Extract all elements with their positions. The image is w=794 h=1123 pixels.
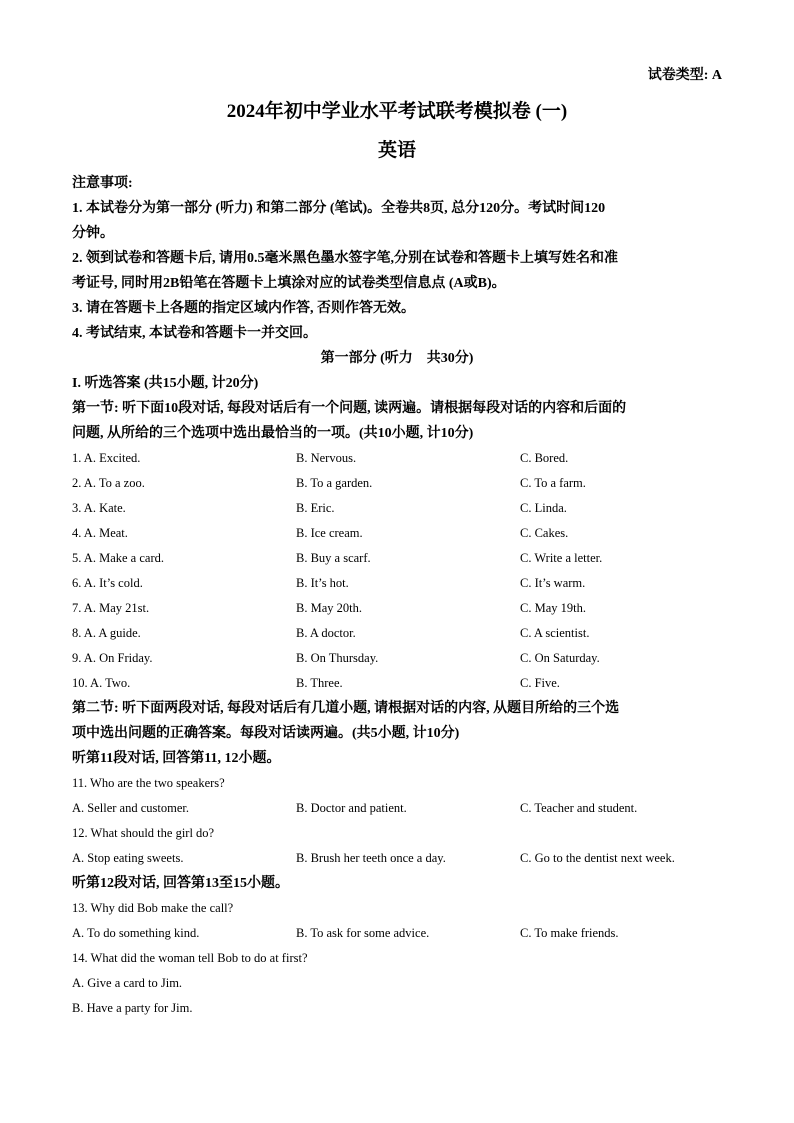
option-b: B. On Thursday. xyxy=(296,651,379,665)
option-a: A. Give a card to Jim. xyxy=(72,976,183,990)
option-b: B. Have a party for Jim. xyxy=(72,1001,193,1015)
section-heading: I. 听选答案 (共15小题, 计20分) xyxy=(72,376,259,391)
option-a: 9. A. On Friday. xyxy=(72,651,153,665)
section1-instruction: 第一节: 听下面10段对话, 每段对话后有一个问题, 读两遍。请根据每段对话的内容和后面的 xyxy=(72,401,627,416)
option-a: A. To do something kind. xyxy=(72,926,200,940)
option-b: B. To ask for some advice. xyxy=(296,926,430,940)
note-line: 分钟。 xyxy=(72,226,114,241)
option-a: 10. A. Two. xyxy=(72,676,131,690)
question-row xyxy=(72,846,722,871)
option-a: 8. A. A guide. xyxy=(72,626,141,640)
dialog-intro: 听第11段对话, 回答第11, 12小题。 xyxy=(72,751,281,766)
question-row xyxy=(72,646,722,671)
option-c: C. It’s warm. xyxy=(520,576,586,590)
question-row xyxy=(72,671,722,696)
option-a: 6. A. It’s cold. xyxy=(72,576,143,590)
option-c: C. A scientist. xyxy=(520,626,590,640)
question-row xyxy=(72,921,722,946)
note-line: 1. 本试卷分为第一部分 (听力) 和第二部分 (笔试)。全卷共8页, 总分120分。考试时间120 xyxy=(72,201,606,216)
option-a: 7. A. May 21st. xyxy=(72,601,150,615)
question-row xyxy=(72,496,722,521)
question-row xyxy=(72,571,722,596)
option-c: C. Five. xyxy=(520,676,560,690)
part1-heading: 第一部分 (听力 共30分) xyxy=(320,351,474,366)
option-b: B. To a garden. xyxy=(296,476,373,490)
option-b: B. Three. xyxy=(296,676,343,690)
option-c: C. Go to the dentist next week. xyxy=(520,851,675,865)
question-row xyxy=(72,471,722,496)
option-c: C. Cakes. xyxy=(520,526,569,540)
option-c: C. Write a letter. xyxy=(520,551,603,565)
subject-title: 英语 xyxy=(377,140,416,161)
option-a: 3. A. Kate. xyxy=(72,501,126,515)
question-stem: 11. Who are the two speakers? xyxy=(72,776,225,790)
option-b: B. Nervous. xyxy=(296,451,357,465)
option-b: B. May 20th. xyxy=(296,601,362,615)
option-c: C. May 19th. xyxy=(520,601,586,615)
note-line: 3. 请在答题卡上各题的指定区域内作答, 否则作答无效。 xyxy=(72,301,415,316)
question-row xyxy=(72,546,722,571)
option-c: C. Linda. xyxy=(520,501,567,515)
section2-instruction: 项中选出问题的正确答案。每段对话读两遍。(共5小题, 计10分) xyxy=(72,726,460,741)
option-b: B. Doctor and patient. xyxy=(296,801,407,815)
note-line: 考证号, 同时用2B铅笔在答题卡上填涂对应的试卷类型信息点 (A或B)。 xyxy=(72,276,506,291)
option-b: B. It’s hot. xyxy=(296,576,349,590)
question-stem: 13. Why did Bob make the call? xyxy=(72,901,234,915)
option-c: C. To make friends. xyxy=(520,926,619,940)
option-a: 2. A. To a zoo. xyxy=(72,476,145,490)
option-c: C. On Saturday. xyxy=(520,651,600,665)
option-a: A. Stop eating sweets. xyxy=(72,851,184,865)
question-stem: 14. What did the woman tell Bob to do at first? xyxy=(72,951,308,965)
note-line: 4. 考试结束, 本试卷和答题卡一并交回。 xyxy=(72,326,317,341)
note-line: 2. 领到试卷和答题卡后, 请用0.5毫米黑色墨水签字笔,分别在试卷和答题卡上填写姓名和准 xyxy=(72,251,618,266)
question-stem: 12. What should the girl do? xyxy=(72,826,215,840)
option-b: B. Eric. xyxy=(296,501,335,515)
section2-instruction: 第二节: 听下面两段对话, 每段对话后有几道小题, 请根据对话的内容, 从题目所给的三个选 xyxy=(72,701,620,716)
question-row xyxy=(72,796,722,821)
question-row xyxy=(72,621,722,646)
option-b: B. Ice cream. xyxy=(296,526,363,540)
option-c: C. Bored. xyxy=(520,451,569,465)
exam-title: 2024年初中学业水平考试联考模拟卷 (一) xyxy=(226,101,568,122)
option-b: B. Brush her teeth once a day. xyxy=(296,851,446,865)
exam-body xyxy=(72,171,722,1021)
option-c: C. To a farm. xyxy=(520,476,586,490)
notes-heading: 注意事项: xyxy=(72,176,133,191)
section1-instruction: 问题, 从所给的三个选项中选出最恰当的一项。(共10小题, 计10分) xyxy=(72,426,474,441)
question-row xyxy=(72,521,722,546)
option-a: A. Seller and customer. xyxy=(72,801,189,815)
question-row xyxy=(72,446,722,471)
option-a: 4. A. Meat. xyxy=(72,526,128,540)
paper-type-label: 试卷类型: A xyxy=(647,68,722,83)
option-c: C. Teacher and student. xyxy=(520,801,638,815)
option-a: 1. A. Excited. xyxy=(72,451,141,465)
option-a: 5. A. Make a card. xyxy=(72,551,164,565)
option-b: B. A doctor. xyxy=(296,626,356,640)
dialog-intro: 听第12段对话, 回答第13至15小题。 xyxy=(72,876,289,891)
question-row xyxy=(72,596,722,621)
option-b: B. Buy a scarf. xyxy=(296,551,371,565)
